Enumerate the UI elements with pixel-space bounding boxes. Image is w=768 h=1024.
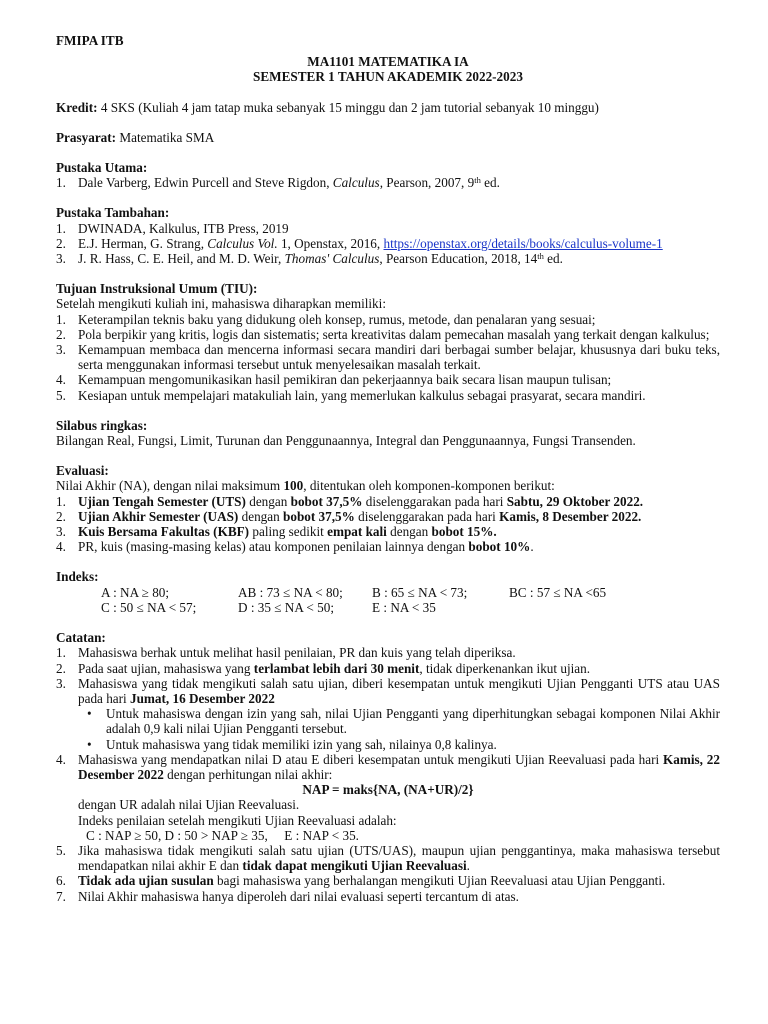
list-item [56,752,720,782]
item-text: Jika mahasiswa tidak mengikuti salah satu ujian (UTS/UAS), maupun ujian penggantinya, maka mahasiswa tersebut mendapatkan nilai akhir E dan [78,842,720,874]
reeval-index-values: C : NAP ≥ 50, D : 50 > NAP ≥ 35, E : NAP < 35. [86,827,359,843]
connector-text: dengan [245,493,291,509]
connector-text: paling sedikit [249,524,328,540]
prasyarat-line [56,130,720,145]
reference-end: ed. [543,251,563,267]
item-number: 1. [56,311,66,327]
evaluasi-list [56,494,720,555]
item-text: Nilai Akhir mahasiswa hanya diperoleh dari nilai evaluasi seperti tercantum di atas. [78,888,519,904]
reference-title: Calculus [332,175,380,191]
item-number: 3. [56,524,66,540]
item-number: 2. [56,326,66,342]
grade-e: E : NA < 35 [372,599,436,615]
item-text: bagi mahasiswa yang berhalangan mengikuti Ujian Reevaluasi atau Ujian Pengganti. [213,873,666,889]
connector-text: dengan [238,508,284,524]
list-item [56,676,720,706]
component-weight: bobot 37,5% [290,493,363,509]
pustaka-tambahan-list [56,221,720,267]
indeks-row-1 [56,585,720,600]
document-page [56,33,720,904]
tiu-list [56,312,720,403]
component-weight: bobot 10% [468,539,531,555]
catatan-list-end [56,843,720,904]
list-item [56,661,720,676]
edition-superscript: th [474,175,481,186]
item-number: 2. [56,660,66,676]
item-number: 1. [56,645,66,661]
component-name: Kuis Bersama Fakultas (KBF) [78,524,250,540]
intro-text-end: , ditentukan oleh komponen-komponen berikut: [303,478,555,494]
pustaka-utama-list [56,175,720,190]
silabus-heading: Silabus ringkas: [56,417,148,433]
component-weight: bobot 15%. [431,524,497,540]
list-item [56,175,720,190]
openstax-link[interactable]: https://openstax.org/details/books/calculus-volume-1 [383,235,663,251]
grade-d: D : 35 ≤ NA < 50; [238,599,335,615]
catatan-list-cont [56,752,720,782]
item-number: 4. [56,372,66,388]
late-rule: terlambat lebih dari 30 menit [253,660,420,676]
item-text: Kesiapan untuk mempelajari matakuliah lain, yang memerlukan kalkulus sebagai prasyarat, secara mandiri. [78,387,646,403]
component-frequency: empat kali [327,524,387,540]
list-item [56,524,720,539]
list-item [56,873,720,888]
list-item [56,889,720,904]
kredit-label: Kredit: [56,99,98,115]
list-item [56,221,720,236]
reference-publisher: , Pearson Education, 2018, 14 [379,251,538,267]
list-item [56,843,720,873]
item-text-end: dengan perhitungan nilai akhir: [163,766,333,782]
prasyarat-label: Prasyarat: [56,129,117,145]
component-weight: bobot 37,5% [283,508,355,524]
grade-b: B : 65 ≤ NA < 73; [372,584,468,600]
reference-text: DWINADA, Kalkulus, ITB Press, 2019 [78,220,289,236]
grade-bc: BC : 57 ≤ NA <65 [509,584,607,600]
reference-authors: Dale Varberg, Edwin Purcell and Steve Rigdon, [78,175,333,191]
list-item [56,645,720,660]
item-number: 2. [56,508,66,524]
connector-text: diselenggarakan pada hari [354,508,500,524]
item-text-end: . [466,858,470,874]
bullet-icon: • [87,736,92,752]
item-number: 1. [56,493,66,509]
item-text: Mahasiswa yang mendapatkan nilai D atau E diberi kesempatan untuk mengikuti Ujian Reevaluasi pada hari [78,751,664,767]
max-score: 100 [283,478,304,494]
component-date: Kamis, 8 Desember 2022. [499,508,642,524]
item-text-end: , tidak diperkenankan ikut ujian. [419,660,591,676]
reference-publisher: 1, Openstax, 2016, [277,235,384,251]
item-number: 4. [56,539,66,555]
reference-authors: E.J. Herman, G. Strang, [78,235,208,251]
catatan-list [56,645,720,706]
list-item [56,342,720,372]
list-item [56,251,720,266]
reference-publisher: , Pearson, 2007, 9 [379,175,475,191]
kredit-line [56,100,720,115]
item-number: 1. [56,175,66,191]
evaluasi-heading: Evaluasi: [56,463,109,479]
item-text: Kemampuan membaca dan mencerna informasi secara mandiri dari berbagai sumber belajar, khususnya dari buku teks, serta menggunakan informasi tersebut untuk menyelesaikan masalah terkait. [78,342,720,373]
item-number: 6. [56,873,66,889]
grade-c: C : 50 ≤ NA < 57; [101,599,197,615]
item-number: 3. [56,342,66,358]
item-text: Mahasiswa berhak untuk melihat hasil penilaian, PR dan kuis yang telah diperiksa. [78,645,516,661]
reference-title: Calculus Vol. [207,235,278,251]
item-text: Mahasiswa yang tidak mengikuti salah satu ujian, diberi kesempatan untuk mengikuti Ujian Pengganti UTS atau UAS pada hari [78,675,720,706]
reference-end: ed. [480,175,500,191]
item-number: 5. [56,842,66,858]
catatan-sub-bullets [56,706,720,752]
pustaka-utama-heading: Pustaka Utama: [56,160,148,176]
indeks-heading: Indeks: [56,569,99,585]
silabus-text: Bilangan Real, Fungsi, Limit, Turunan dan Penggunaannya, Integral dan Penggunaannya, Fungsi Transenden. [56,433,636,449]
list-item [56,312,720,327]
reevaluation-date: Kamis, 22 Desember 2022 [78,751,720,782]
item-text: Untuk mahasiswa dengan izin yang sah, nilai Ujian Pengganti yang diperhitungkan sebagai komponen Nilai Akhir adalah 0,9 kali nilai Ujian Pengganti tersebut. [106,706,720,737]
list-item [56,236,720,251]
list-item [56,494,720,509]
component-name: Ujian Tengah Semester (UTS) [78,493,246,509]
list-item [56,388,720,403]
item-number: 1. [56,220,66,236]
list-item [56,509,720,524]
intro-text: Nilai Akhir (NA), dengan nilai maksimum [56,478,284,494]
item-number: 2. [56,235,66,251]
no-reevaluation-rule: tidak dapat mengikuti Ujian Reevaluasi [242,858,467,874]
reference-title: Thomas' Calculus [284,251,380,267]
reeval-index-intro: Indeks penilaian setelah mengikuti Ujian Reevaluasi adalah: [78,812,397,828]
item-number: 5. [56,387,66,403]
item-text: Keterampilan teknis baku yang didukung oleh konsep, rumus, metode, dan penalaran yang sesuai; [78,311,596,327]
pustaka-tambahan-heading: Pustaka Tambahan: [56,205,170,221]
item-text: Kemampuan mengomunikasikan hasil pemikiran dan pekerjaannya baik secara lisan maupun tulisan; [78,372,612,388]
list-item [56,539,720,554]
list-item [56,327,720,342]
item-text: Pola berpikir yang kritis, logis dan sistematis; serta kreativitas dalam pemecahan masalah yang terkait dengan kalkulus; [78,326,710,342]
edition-superscript: th [537,251,544,262]
kredit-text: 4 SKS (Kuliah 4 jam tatap muka sebanyak 15 minggu dan 2 jam tutorial sebanyak 10 minggu) [100,99,599,115]
prasyarat-text: Matematika SMA [119,129,215,145]
grade-ab: AB : 73 ≤ NA < 80; [238,584,343,600]
grade-a: A : NA ≥ 80; [101,584,170,600]
item-text: Untuk mahasiswa yang tidak memiliki izin yang sah, nilainya 0,8 kalinya. [106,736,497,752]
course-title: MA1101 MATEMATIKA IA [307,54,469,70]
indeks-row-2 [56,600,720,615]
item-text: Pada saat ujian, mahasiswa yang [78,660,254,676]
reference-authors: J. R. Hass, C. E. Heil, and M. D. Weir, [78,251,285,267]
connector-text: . [530,539,534,555]
item-number: 4. [56,751,66,767]
list-item [56,737,720,752]
item-number: 3. [56,675,66,691]
bullet-icon: • [87,706,92,722]
component-text: PR, kuis (masing-masing kelas) atau komponen penilaian lainnya dengan [78,539,469,555]
no-followup-exam-rule: Tidak ada ujian susulan [78,873,214,889]
evaluasi-intro [56,478,720,493]
ur-definition: dengan UR adalah nilai Ujian Reevaluasi. [78,797,300,813]
nap-formula: NAP = maks{NA, (NA+UR)/2} [302,782,474,798]
component-date: Sabtu, 29 Oktober 2022. [506,493,644,509]
item-number: 3. [56,251,66,267]
list-item [56,372,720,387]
connector-text: diselenggarakan pada hari [362,493,507,509]
component-name: Ujian Akhir Semester (UAS) [78,508,239,524]
makeup-exam-date: Jumat, 16 Desember 2022 [130,690,275,706]
tiu-heading: Tujuan Instruksional Umum (TIU): [56,281,258,297]
catatan-heading: Catatan: [56,630,106,646]
tiu-intro: Setelah mengikuti kuliah ini, mahasiswa diharapkan memiliki: [56,296,386,312]
semester-title: SEMESTER 1 TAHUN AKADEMIK 2022-2023 [253,69,523,85]
org-header: FMIPA ITB [56,33,124,48]
list-item [56,706,720,736]
connector-text: dengan [386,524,432,540]
item-number: 7. [56,888,66,904]
